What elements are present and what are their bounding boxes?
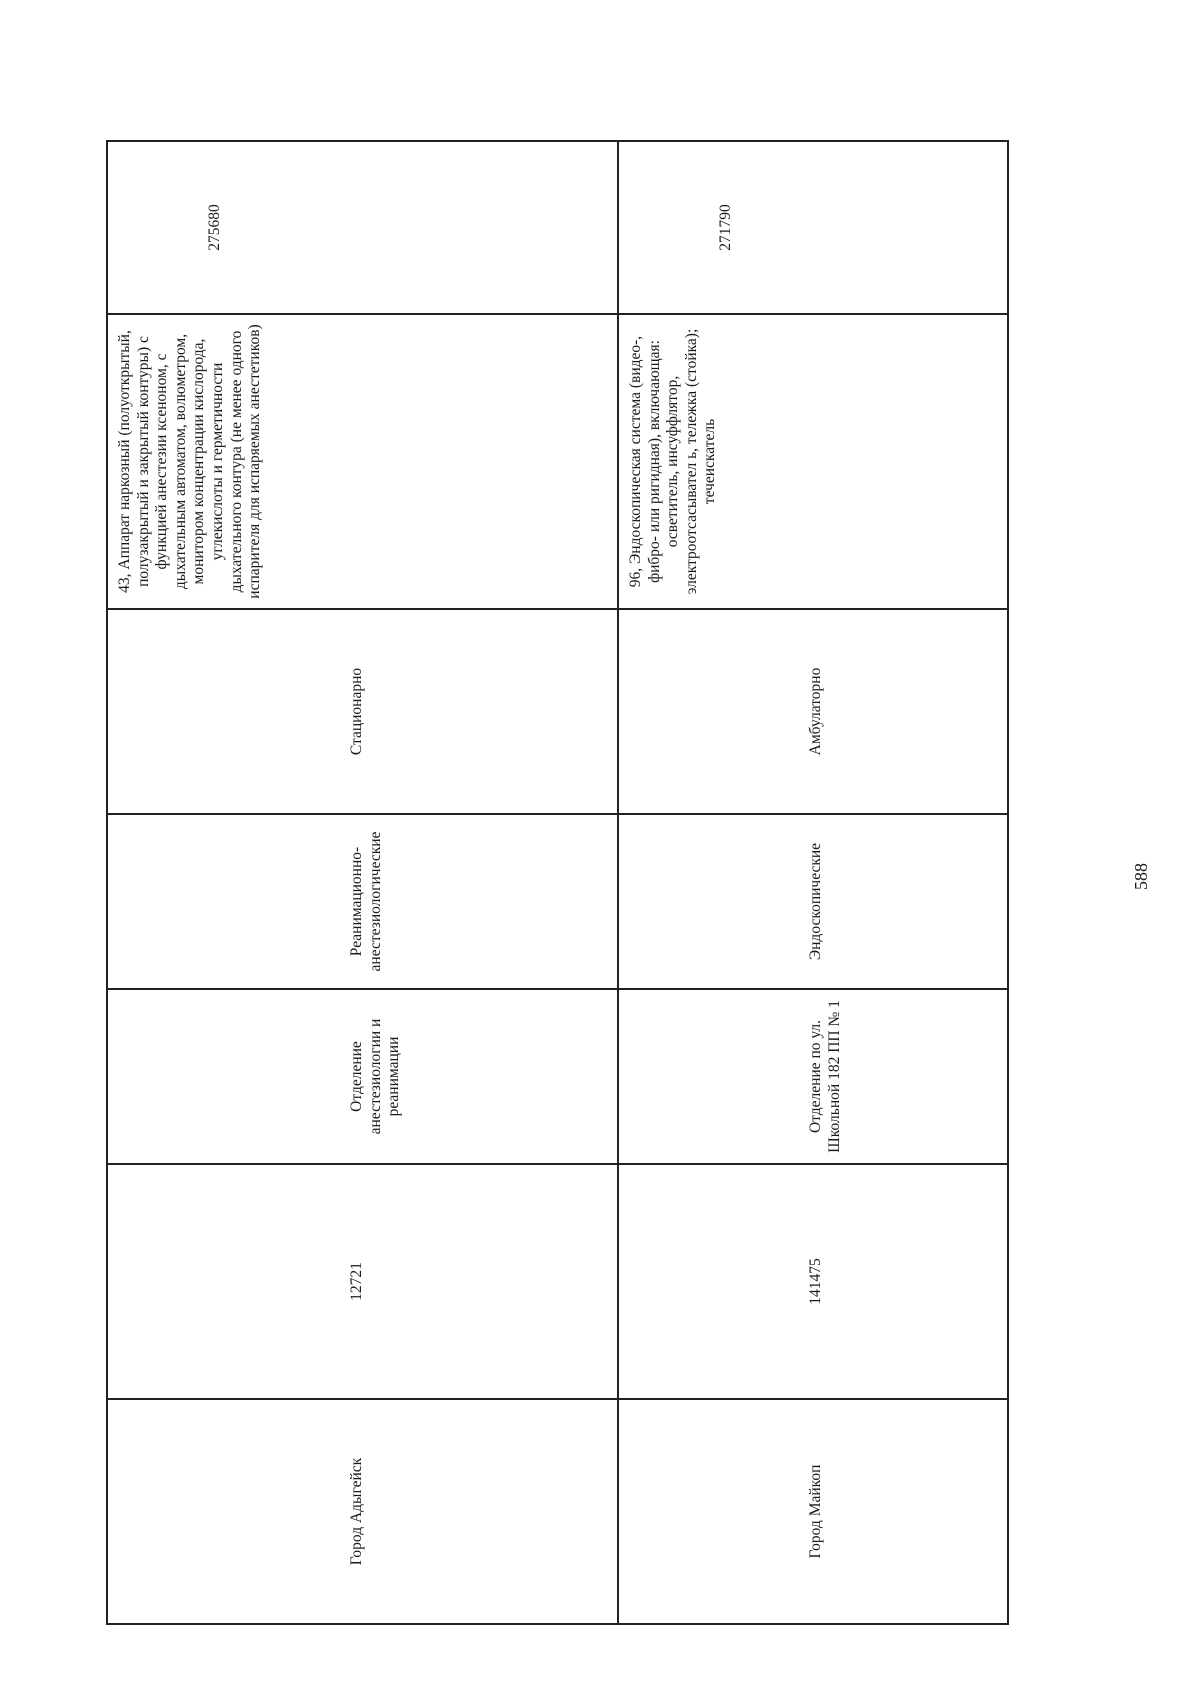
cell-region: Город Майкоп [618, 1399, 1008, 1624]
table-row [618, 141, 1008, 1624]
cell-department: Отделение по ул. Школьной 182 ПП № 1 [618, 989, 1008, 1164]
cell-conditions: Амбулаторно [618, 609, 1008, 814]
cell-profile: Реанимационно-анестезиологические [107, 814, 618, 989]
rotated-table-container [106, 142, 1009, 1625]
equipment-table [106, 140, 1009, 1625]
cell-conditions: Стационарно [107, 609, 618, 814]
page-number: 588 [1131, 863, 1151, 890]
equipment-text: 96, Эндоскопическая система (видео-, фибро- или ригидная), включающая: осветитель, инсуффлятор, электроотсасывател ь, тележка (стойка); течеискатель [626, 328, 718, 594]
cell-price: 271790 [618, 141, 1008, 314]
cell-equipment [107, 314, 618, 609]
cell-equipment [618, 314, 1008, 609]
cell-department: Отделение анестезиологии и реанимации [107, 989, 618, 1164]
table-row [107, 141, 618, 1624]
cell-price: 275680 [107, 141, 618, 314]
cell-profile: Эндоскопические [618, 814, 1008, 989]
cell-code: 141475 [618, 1164, 1008, 1399]
equipment-text: 43, Аппарат наркозный (полуоткрытый, полузакрытый и закрытый контуры) с функцией анестезии ксеноном, с дыхательным автоматом, волюметром, монитором концентрации кислорода, углекислоты и герметичности дыхательного контура (не менее одного испарителя для испаряемых анестетиков) [115, 323, 263, 599]
cell-region: Город Адыгейск [107, 1399, 618, 1624]
cell-code: 12721 [107, 1164, 618, 1399]
